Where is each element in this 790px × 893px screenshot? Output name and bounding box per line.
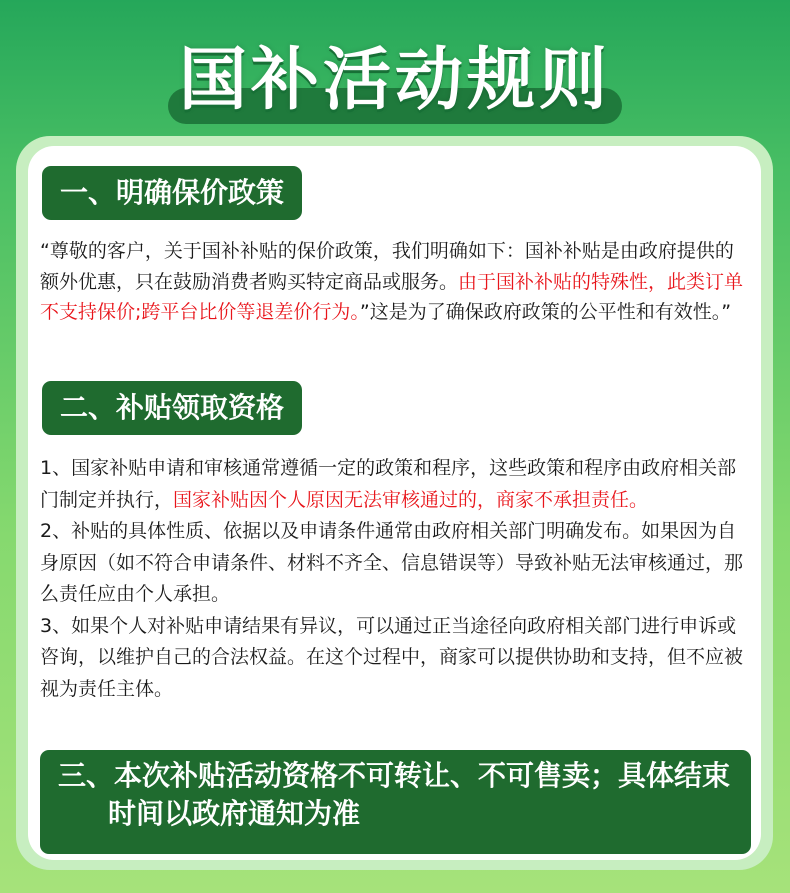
list-item — [40, 453, 750, 516]
title-banner — [0, 0, 790, 140]
price-protection-paragraph — [40, 236, 750, 328]
transfer-rules-line2: 时间以政府通知为准 — [108, 797, 361, 830]
page-title: 国补活动规则 — [178, 41, 611, 120]
list-item: 2、补贴的具体性质、依据以及申请条件通常由政府相关部门明确发布。如果因为自身原因（如不符合申请条件、材料不齐全、信息错误等）导致补贴无法审核通过，那么责任应由个人承担。 — [40, 520, 744, 605]
price-protection-text: “尊敬的客户，关于国补补贴的保价政策，我们明确如下：国补补贴是由政府提供的额外优惠，只在鼓励消费者购买特定商品或服务。 — [40, 240, 734, 293]
list-item: 3、如果个人对补贴申请结果有异议，可以通过正当途径向政府相关部门进行申诉或咨询，以维护自己的合法权益。在这个过程中，商家可以提供协助和支持，但不应被视为责任主体。 — [40, 614, 744, 700]
section-heading-eligibility: 二、补贴领取资格 — [42, 381, 302, 435]
item1-highlight: 国家补贴因个人原因无法审核通过的，商家不承担责任。 — [173, 488, 649, 511]
section-heading-price-protection: 一、明确保价政策 — [42, 166, 302, 220]
price-protection-text-end: ”这是为了确保政府政策的公平性和有效性。” — [359, 301, 732, 323]
eligibility-list — [40, 453, 750, 705]
item1-text: 1、国家补贴申请和审核通常遵循一定的政策和程序，这些政策和程序由政府相关部门制定并执行， — [40, 457, 737, 511]
transfer-rules-line1: 三、本次补贴活动资格不可转让、不可售卖；具体结束 — [58, 759, 731, 792]
price-protection-highlight: 由于国补补贴的特殊性，此类订单不支持保价;跨平台比价等退差价行为。 — [40, 270, 744, 323]
section-heading-transfer-rules — [40, 750, 751, 854]
